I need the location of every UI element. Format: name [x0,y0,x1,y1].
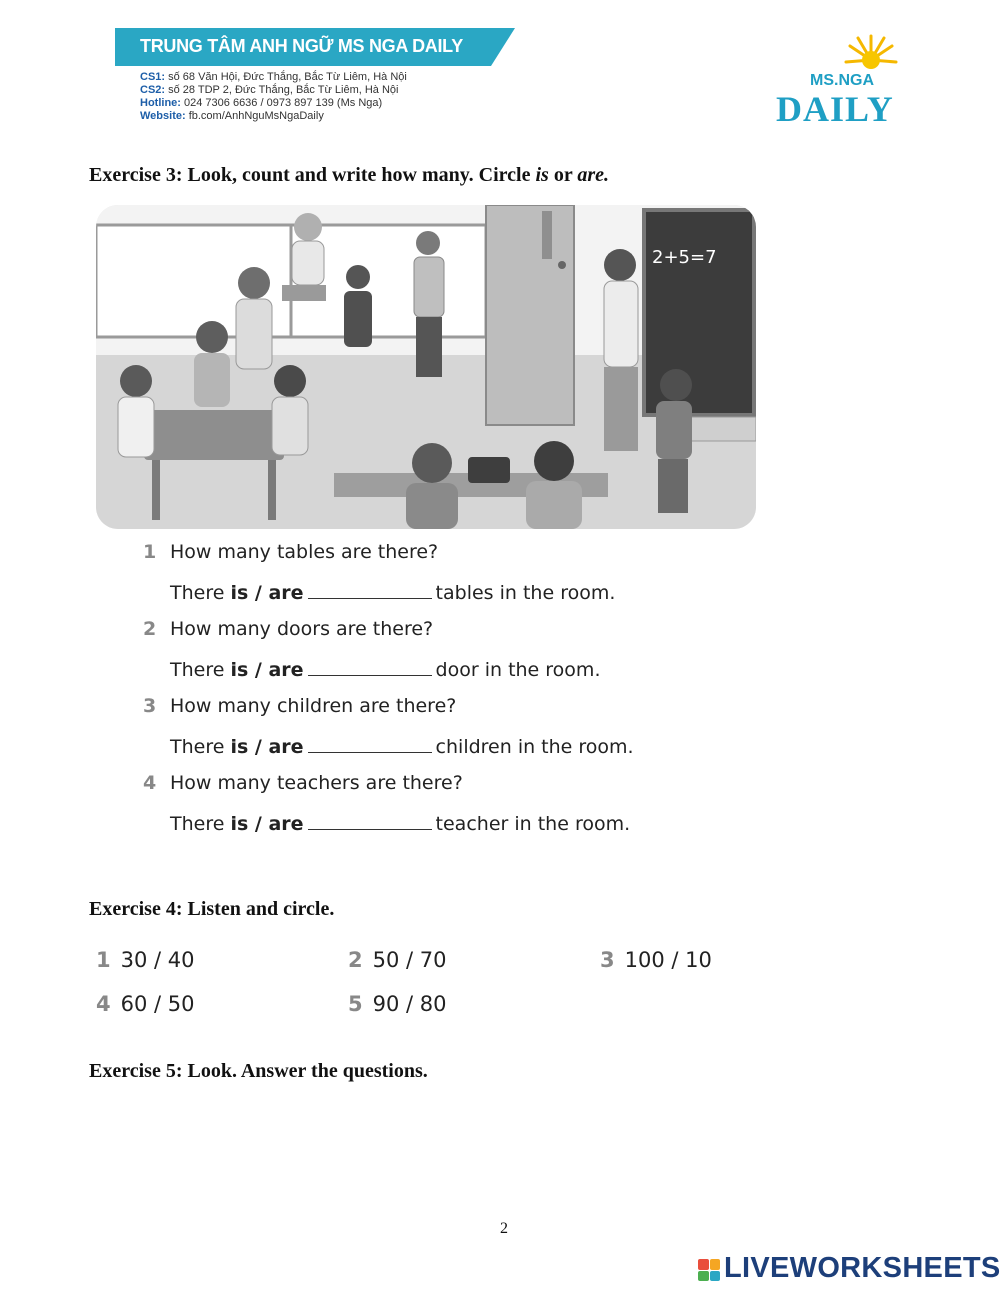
question-4: 4 How many teachers are there? [143,772,463,794]
is-are-choice-2[interactable]: is / are [230,659,304,681]
logo-msnga: MS.NGA [810,72,874,89]
answer-line-1: There is / are tables in the room. [170,582,616,604]
answer-blank-3[interactable] [308,734,432,753]
answer-blank-4[interactable] [308,811,432,830]
exercise5-title: Exercise 5: Look. Answer the questions. [89,1060,428,1082]
answer-line-4: There is / are teacher in the room. [170,813,631,835]
answer-blank-2[interactable] [308,657,432,676]
door [486,205,574,425]
listen-option-2[interactable]: 2 50 / 70 [348,948,447,972]
question-1: 1 How many tables are there? [143,541,439,563]
listen-option-5[interactable]: 5 90 / 80 [348,992,447,1016]
page-number: 2 [500,1220,508,1237]
logo-daily: DAILY [776,89,894,129]
exercise4-title: Exercise 4: Listen and circle. [89,898,335,920]
address-cs2: CS2: số 28 TDP 2, Đức Thắng, Bắc Từ Liêm, Hà Nội [140,84,399,96]
answer-line-2: There is / are door in the room. [170,659,601,681]
liveworksheets-icon [698,1259,720,1281]
listen-option-1[interactable]: 1 30 / 40 [96,948,195,972]
answer-blank-1[interactable] [308,580,432,599]
board-equation: 2+5=7 [652,247,717,268]
center-name: TRUNG TÂM ANH NGỮ MS NGA DAILY [140,36,463,56]
answer-line-3: There is / are children in the room. [170,736,634,758]
exercise3-title: Exercise 3: Look, count and write how many. Circle is or are. [89,164,609,186]
is-are-choice-4[interactable]: is / are [230,813,304,835]
listen-option-4[interactable]: 4 60 / 50 [96,992,195,1016]
is-are-choice-1[interactable]: is / are [230,582,304,604]
question-2: 2 How many doors are there? [143,618,434,640]
classroom-illustration [96,205,756,529]
website: Website: fb.com/AnhNguMsNgaDaily [140,110,324,122]
is-are-choice-3[interactable]: is / are [230,736,304,758]
listen-option-3[interactable]: 3 100 / 10 [600,948,712,972]
hotline: Hotline: 024 7306 6636 / 0973 897 139 (Ms Nga) [140,97,383,109]
question-3: 3 How many children are there? [143,695,457,717]
address-cs1: CS1: số 68 Văn Hội, Đức Thắng, Bắc Từ Liêm, Hà Nội [140,71,407,83]
liveworksheets-brand[interactable]: LIVEWORKSHEETS [724,1252,1000,1284]
